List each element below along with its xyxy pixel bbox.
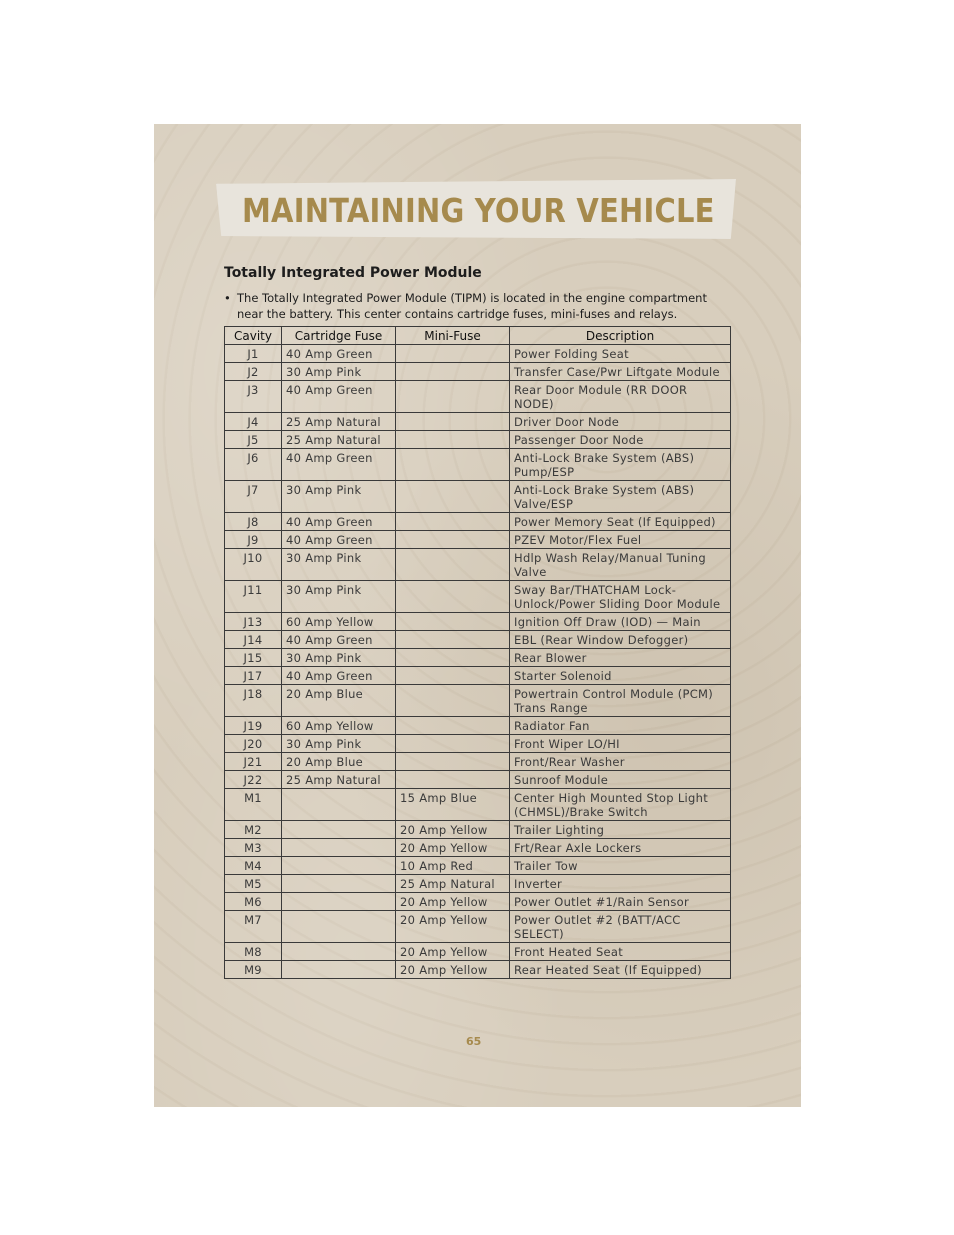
table-row xyxy=(225,649,731,667)
description-cell: Frt/Rear Axle Lockers xyxy=(510,839,731,857)
table-row xyxy=(225,549,731,581)
table-row xyxy=(225,875,731,893)
description-cell: Rear Blower xyxy=(510,649,731,667)
cartridge-fuse-cell: 25 Amp Natural xyxy=(282,771,396,789)
description-cell: PZEV Motor/Flex Fuel xyxy=(510,531,731,549)
bullet-text: The Totally Integrated Power Module (TIPM) is located in the engine compartment near the battery. This center contains cartridge fuses, mini-fuses and relays. xyxy=(237,291,707,321)
table-row xyxy=(225,413,731,431)
mini-fuse-cell: 20 Amp Yellow xyxy=(396,839,510,857)
table-row xyxy=(225,753,731,771)
table-header-row xyxy=(225,327,731,345)
cartridge-fuse-cell: 60 Amp Yellow xyxy=(282,717,396,735)
mini-fuse-cell xyxy=(396,685,510,717)
mini-fuse-cell xyxy=(396,613,510,631)
mini-fuse-cell xyxy=(396,381,510,413)
cartridge-fuse-cell xyxy=(282,911,396,943)
page-number: 65 xyxy=(466,1035,482,1048)
cartridge-fuse-cell: 30 Amp Pink xyxy=(282,481,396,513)
cavity-cell: M9 xyxy=(225,961,282,979)
cartridge-fuse-cell: 25 Amp Natural xyxy=(282,431,396,449)
mini-fuse-cell: 20 Amp Yellow xyxy=(396,961,510,979)
description-cell: Front Heated Seat xyxy=(510,943,731,961)
cavity-cell: J20 xyxy=(225,735,282,753)
table-row xyxy=(225,481,731,513)
table-row xyxy=(225,667,731,685)
cartridge-fuse-cell: 40 Amp Green xyxy=(282,631,396,649)
cartridge-fuse-cell xyxy=(282,839,396,857)
section-title: Totally Integrated Power Module xyxy=(224,265,482,281)
cartridge-fuse-cell: 40 Amp Green xyxy=(282,449,396,481)
fuse-table xyxy=(224,326,731,979)
cavity-cell: M5 xyxy=(225,875,282,893)
table-row xyxy=(225,631,731,649)
cavity-cell: J21 xyxy=(225,753,282,771)
table-row xyxy=(225,381,731,413)
cavity-cell: J8 xyxy=(225,513,282,531)
header-description: Description xyxy=(510,327,731,345)
cavity-cell: J11 xyxy=(225,581,282,613)
mini-fuse-cell: 20 Amp Yellow xyxy=(396,821,510,839)
mini-fuse-cell xyxy=(396,631,510,649)
description-cell: Sway Bar/THATCHAM Lock-Unlock/Power Sliding Door Module xyxy=(510,581,731,613)
mini-fuse-cell xyxy=(396,735,510,753)
cartridge-fuse-cell xyxy=(282,789,396,821)
cartridge-fuse-cell: 30 Amp Pink xyxy=(282,581,396,613)
cavity-cell: M6 xyxy=(225,893,282,911)
mini-fuse-cell xyxy=(396,771,510,789)
mini-fuse-cell xyxy=(396,513,510,531)
cartridge-fuse-cell: 60 Amp Yellow xyxy=(282,613,396,631)
description-cell: Sunroof Module xyxy=(510,771,731,789)
cavity-cell: J17 xyxy=(225,667,282,685)
cavity-cell: J18 xyxy=(225,685,282,717)
description-cell: Trailer Lighting xyxy=(510,821,731,839)
description-cell: Power Outlet #2 (BATT/ACC SELECT) xyxy=(510,911,731,943)
cavity-cell: J5 xyxy=(225,431,282,449)
cartridge-fuse-cell: 40 Amp Green xyxy=(282,513,396,531)
header-cavity: Cavity xyxy=(225,327,282,345)
description-cell: EBL (Rear Window Defogger) xyxy=(510,631,731,649)
description-cell: Powertrain Control Module (PCM) Trans Range xyxy=(510,685,731,717)
description-cell: Center High Mounted Stop Light (CHMSL)/Brake Switch xyxy=(510,789,731,821)
description-cell: Anti-Lock Brake System (ABS) Valve/ESP xyxy=(510,481,731,513)
cartridge-fuse-cell: 30 Amp Pink xyxy=(282,649,396,667)
mini-fuse-cell: 10 Amp Red xyxy=(396,857,510,875)
mini-fuse-cell xyxy=(396,667,510,685)
description-cell: Driver Door Node xyxy=(510,413,731,431)
cartridge-fuse-cell: 40 Amp Green xyxy=(282,667,396,685)
cavity-cell: J19 xyxy=(225,717,282,735)
cavity-cell: J4 xyxy=(225,413,282,431)
table-row xyxy=(225,581,731,613)
page-title: MAINTAINING YOUR VEHICLE xyxy=(242,191,715,231)
cavity-cell: J3 xyxy=(225,381,282,413)
cartridge-fuse-cell xyxy=(282,875,396,893)
bullet-item xyxy=(224,290,724,322)
cartridge-fuse-cell: 30 Amp Pink xyxy=(282,735,396,753)
table-row xyxy=(225,613,731,631)
table-row xyxy=(225,735,731,753)
cartridge-fuse-cell: 25 Amp Natural xyxy=(282,413,396,431)
mini-fuse-cell xyxy=(396,581,510,613)
table-row xyxy=(225,345,731,363)
table-row xyxy=(225,513,731,531)
description-cell: Power Folding Seat xyxy=(510,345,731,363)
description-cell: Hdlp Wash Relay/Manual Tuning Valve xyxy=(510,549,731,581)
cavity-cell: J6 xyxy=(225,449,282,481)
cavity-cell: J1 xyxy=(225,345,282,363)
description-cell: Front/Rear Washer xyxy=(510,753,731,771)
header-cartridge-fuse: Cartridge Fuse xyxy=(282,327,396,345)
cartridge-fuse-cell xyxy=(282,857,396,875)
cartridge-fuse-cell xyxy=(282,893,396,911)
description-cell: Power Outlet #1/Rain Sensor xyxy=(510,893,731,911)
mini-fuse-cell xyxy=(396,549,510,581)
mini-fuse-cell xyxy=(396,345,510,363)
table-row xyxy=(225,911,731,943)
mini-fuse-cell xyxy=(396,649,510,667)
description-cell: Inverter xyxy=(510,875,731,893)
cartridge-fuse-cell: 30 Amp Pink xyxy=(282,549,396,581)
manual-page xyxy=(154,124,801,1107)
table-row xyxy=(225,431,731,449)
description-cell: Transfer Case/Pwr Liftgate Module xyxy=(510,363,731,381)
cavity-cell: M1 xyxy=(225,789,282,821)
mini-fuse-cell xyxy=(396,531,510,549)
description-cell: Passenger Door Node xyxy=(510,431,731,449)
mini-fuse-cell xyxy=(396,413,510,431)
cavity-cell: J14 xyxy=(225,631,282,649)
description-cell: Ignition Off Draw (IOD) — Main xyxy=(510,613,731,631)
cavity-cell: J13 xyxy=(225,613,282,631)
table-row xyxy=(225,961,731,979)
description-cell: Power Memory Seat (If Equipped) xyxy=(510,513,731,531)
mini-fuse-cell xyxy=(396,481,510,513)
cavity-cell: J7 xyxy=(225,481,282,513)
cavity-cell: J22 xyxy=(225,771,282,789)
cavity-cell: M3 xyxy=(225,839,282,857)
description-cell: Front Wiper LO/HI xyxy=(510,735,731,753)
table-row xyxy=(225,363,731,381)
cavity-cell: J9 xyxy=(225,531,282,549)
description-cell: Trailer Tow xyxy=(510,857,731,875)
table-row xyxy=(225,893,731,911)
table-row xyxy=(225,531,731,549)
table-row xyxy=(225,821,731,839)
cavity-cell: M7 xyxy=(225,911,282,943)
cartridge-fuse-cell xyxy=(282,961,396,979)
mini-fuse-cell xyxy=(396,717,510,735)
fuse-table-body xyxy=(225,345,731,979)
description-cell: Starter Solenoid xyxy=(510,667,731,685)
cavity-cell: J15 xyxy=(225,649,282,667)
table-row xyxy=(225,943,731,961)
mini-fuse-cell xyxy=(396,449,510,481)
header-mini-fuse: Mini-Fuse xyxy=(396,327,510,345)
cartridge-fuse-cell: 30 Amp Pink xyxy=(282,363,396,381)
cavity-cell: J10 xyxy=(225,549,282,581)
mini-fuse-cell xyxy=(396,431,510,449)
table-row xyxy=(225,717,731,735)
table-row xyxy=(225,771,731,789)
cavity-cell: J2 xyxy=(225,363,282,381)
description-cell: Anti-Lock Brake System (ABS) Pump/ESP xyxy=(510,449,731,481)
mini-fuse-cell xyxy=(396,363,510,381)
table-row xyxy=(225,857,731,875)
cartridge-fuse-cell: 20 Amp Blue xyxy=(282,753,396,771)
table-row xyxy=(225,839,731,857)
mini-fuse-cell: 20 Amp Yellow xyxy=(396,911,510,943)
mini-fuse-cell: 25 Amp Natural xyxy=(396,875,510,893)
cartridge-fuse-cell xyxy=(282,943,396,961)
mini-fuse-cell: 15 Amp Blue xyxy=(396,789,510,821)
table-row xyxy=(225,685,731,717)
bullet-dot-icon: • xyxy=(224,291,231,305)
cavity-cell: M8 xyxy=(225,943,282,961)
cartridge-fuse-cell xyxy=(282,821,396,839)
cartridge-fuse-cell: 40 Amp Green xyxy=(282,345,396,363)
cavity-cell: M2 xyxy=(225,821,282,839)
cartridge-fuse-cell: 40 Amp Green xyxy=(282,531,396,549)
cartridge-fuse-cell: 20 Amp Blue xyxy=(282,685,396,717)
description-cell: Rear Door Module (RR DOOR NODE) xyxy=(510,381,731,413)
mini-fuse-cell xyxy=(396,753,510,771)
mini-fuse-cell: 20 Amp Yellow xyxy=(396,893,510,911)
table-row xyxy=(225,789,731,821)
cartridge-fuse-cell: 40 Amp Green xyxy=(282,381,396,413)
description-cell: Radiator Fan xyxy=(510,717,731,735)
mini-fuse-cell: 20 Amp Yellow xyxy=(396,943,510,961)
cavity-cell: M4 xyxy=(225,857,282,875)
description-cell: Rear Heated Seat (If Equipped) xyxy=(510,961,731,979)
table-row xyxy=(225,449,731,481)
